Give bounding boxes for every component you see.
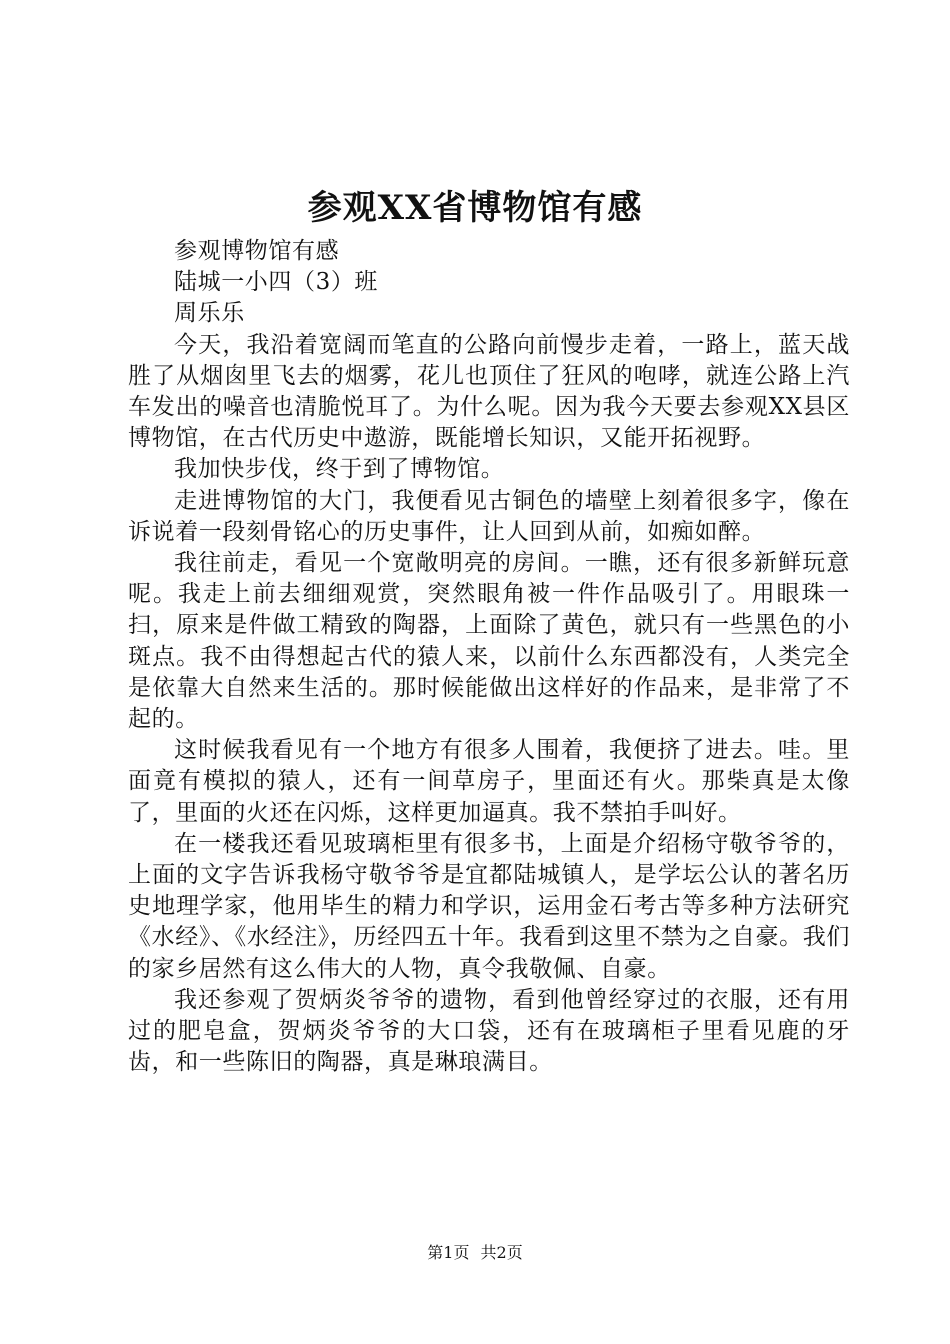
paragraph: 今天，我沿着宽阔而笔直的公路向前慢步走着，一路上，蓝天战胜了从烟囱里飞去的烟雾，花儿也顶住了狂风的咆哮，就连公路上汽车发出的噪音也清脆悦耳了。为什么呢。因为我今天要去参观XX县区博物馆，在古代历史中遨游，既能增长知识，又能开拓视野。 [128, 331, 850, 452]
paragraph: 我加快步伐，终于到了博物馆。 [174, 456, 505, 483]
paragraph: 这时候我看见有一个地方有很多人围着，我便挤了进去。哇。里面竟有模拟的猿人，还有一间草房子，里面还有火。那柴真是太像了，里面的火还在闪烁，这样更加逼真。我不禁拍手叫好。 [128, 737, 850, 826]
document-title: 参观XX省博物馆有感 [307, 188, 643, 228]
page-number: 第1页 [427, 1243, 470, 1262]
document-body [128, 236, 850, 1078]
paragraph: 我还参观了贺炳炎爷爷的遗物，看到他曾经穿过的衣服，还有用过的肥皂盒，贺炳炎爷爷的大口袋，还有在玻璃柜子里看见鹿的牙齿，和一些陈旧的陶器，真是琳琅满目。 [128, 986, 850, 1076]
paragraph-author: 周乐乐 [174, 300, 245, 327]
paragraph: 走进博物馆的大门，我便看见古铜色的墙壁上刻着很多字，像在诉说着一段刻骨铭心的历史事件，让人回到从前，如痴如醉。 [128, 487, 850, 545]
paragraph-subtitle: 参观博物馆有感 [174, 238, 340, 264]
paragraph: 在一楼我还看见玻璃柜里有很多书，上面是介绍杨守敬爷爷的，上面的文字告诉我杨守敬爷爷是宜都陆城镇人，是学坛公认的著名历史地理学家，他用毕生的精力和学识，运用金石考古等多种方法研究《水经》、《水经注》，历经四五十年。我看到这里不禁为之自豪。我们的家乡居然有这么伟大的人物，真令我敬佩、自豪。 [128, 830, 850, 982]
paragraph: 我往前走，看见一个宽敞明亮的房间。一瞧，还有很多新鲜玩意呢。我走上前去细细观赏，突然眼角被一件作品吸引了。用眼珠一扫，原来是件做工精致的陶器，上面除了黄色，就只有一些黑色的小斑点。我不由得想起古代的猿人来，以前什么东西都没有，人类完全是依靠大自然来生活的。那时候能做出这样好的作品来，是非常了不起的。 [128, 550, 850, 733]
paragraph-class: 陆城一小四（3）班 [174, 269, 379, 296]
page-total: 共2页 [480, 1243, 523, 1262]
page-footer [0, 1242, 950, 1264]
